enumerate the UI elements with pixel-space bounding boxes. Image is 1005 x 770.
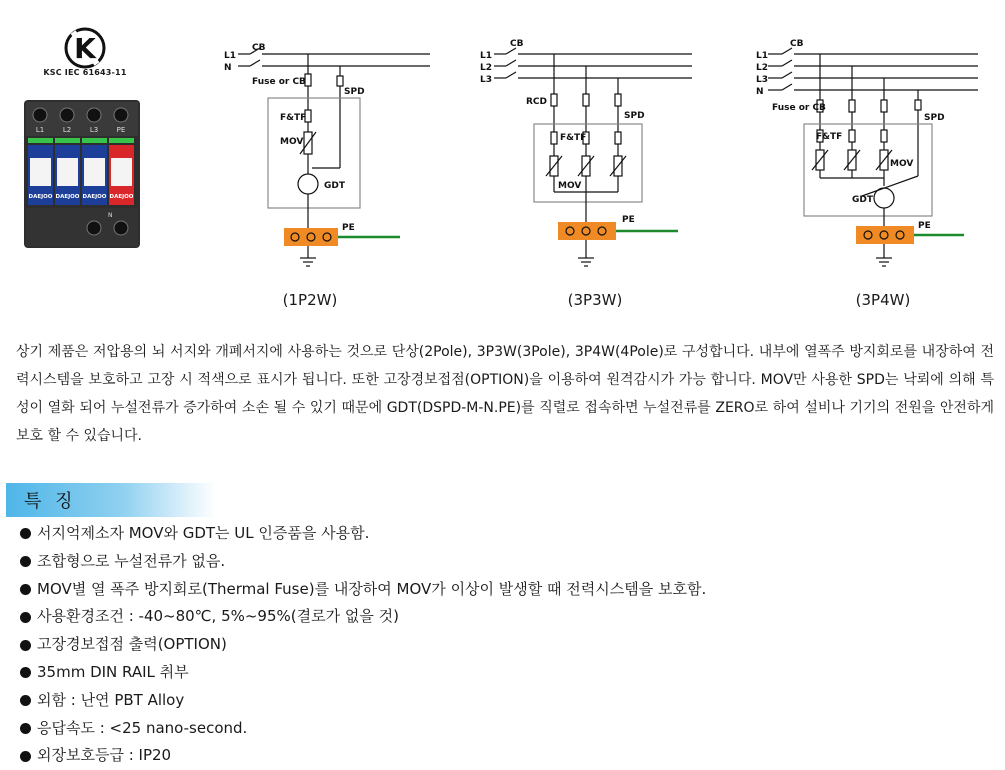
kc-standard-label: KSC IEC 61643-11 [43, 68, 127, 77]
svg-text:F&TF: F&TF [560, 133, 587, 143]
feature-item [20, 603, 706, 631]
svg-text:GDT: GDT [324, 181, 345, 191]
svg-text:DAEJOO: DAEJOO [55, 194, 80, 200]
feature-item [20, 548, 706, 576]
svg-text:Fuse or CB: Fuse or CB [772, 103, 826, 113]
bullet-icon [20, 528, 31, 539]
svg-text:L3: L3 [756, 75, 768, 85]
svg-text:PE: PE [116, 126, 126, 134]
feature-item [20, 742, 706, 770]
svg-text:CB: CB [790, 39, 804, 49]
bullet-icon [20, 751, 31, 762]
feature-text: 35mm DIN RAIL 취부 [37, 662, 189, 681]
wiring-diagram-3p4w [754, 36, 984, 286]
svg-text:L2: L2 [62, 126, 72, 134]
svg-text:L3: L3 [89, 126, 99, 134]
svg-text:SPD: SPD [924, 113, 945, 123]
svg-text:L1: L1 [480, 51, 492, 61]
svg-text:MOV: MOV [890, 159, 914, 169]
features-title: 특 징 [24, 491, 77, 512]
bullet-icon [20, 556, 31, 567]
svg-text:PE: PE [622, 215, 635, 225]
feature-text: 외함 : 난연 PBT Alloy [37, 690, 185, 709]
feature-item [20, 520, 706, 548]
feature-text: MOV별 열 폭주 방지회로(Thermal Fuse)를 내장하여 MOV가 이상이 발생할 때 전력시스템을 보호함. [37, 579, 707, 598]
svg-text:PE: PE [918, 221, 931, 231]
svg-text:L2: L2 [480, 63, 492, 73]
svg-text:RCD: RCD [526, 97, 548, 107]
svg-text:L3: L3 [480, 75, 492, 85]
bullet-icon [20, 667, 31, 678]
svg-text:SPD: SPD [624, 111, 645, 121]
svg-text:DAEJOO: DAEJOO [82, 194, 107, 200]
svg-text:GDT: GDT [852, 195, 873, 205]
svg-text:DAEJOO: DAEJOO [28, 194, 53, 200]
features-header [6, 483, 216, 517]
svg-text:L1: L1 [224, 51, 236, 61]
diagram-caption-1p2w: (1P2W) [282, 291, 338, 309]
diagram-caption-3p4w: (3P4W) [855, 291, 911, 309]
svg-text:DAEJOO: DAEJOO [109, 194, 134, 200]
bullet-icon [20, 723, 31, 734]
spd-device-image [24, 100, 140, 248]
svg-text:N: N [756, 87, 764, 97]
bullet-icon [20, 640, 31, 651]
svg-text:SPD: SPD [344, 87, 365, 97]
bullet-icon [20, 695, 31, 706]
svg-text:MOV: MOV [558, 181, 582, 191]
svg-text:N: N [224, 63, 232, 73]
feature-text: 응답속도 : <25 nano-second. [37, 718, 248, 737]
svg-text:L1: L1 [35, 126, 45, 134]
svg-text:L2: L2 [756, 63, 768, 73]
diagram-caption-3p3w: (3P3W) [567, 291, 623, 309]
svg-text:Fuse or CB: Fuse or CB [252, 77, 306, 87]
svg-text:L1: L1 [756, 51, 768, 61]
feature-item [20, 687, 706, 715]
product-description: 상기 제품은 저압용의 뇌 서지와 개폐서지에 사용하는 것으로 단상(2Pole), 3P3W(3Pole), 3P4W(4Pole)로 구성합니다. 내부에 열폭주 방지회로를 내장하여 전력시스템을 보호하고 고장 시 적색으로 표시가 됩니다. 또한 고장경보접점(OPTION)을 이용하여 원격감시가 가능 합니다. MOV만 사용한 SPD는 낙뢰에 의해 특성이 열화 되어 누설전류가 증가하여 소손 될 수 있기 때문에 GDT(DSPD-M-N.PE)를 직렬로 접속하면 누설전류를 ZERO로 하여 설비나 기기의 전원을 안전하게 보호 할 수 있습니다. [16, 344, 994, 444]
svg-text:CB: CB [252, 43, 266, 53]
feature-text: 조합형으로 누설전류가 없음. [37, 551, 226, 570]
bullet-icon [20, 584, 31, 595]
feature-text: 고장경보접점 출력(OPTION) [37, 635, 227, 654]
wiring-diagram-1p2w [220, 36, 440, 286]
feature-item [20, 631, 706, 659]
svg-text:MOV: MOV [280, 137, 304, 147]
svg-text:F&TF: F&TF [816, 132, 843, 142]
feature-item [20, 715, 706, 743]
feature-item [20, 659, 706, 687]
feature-item [20, 576, 706, 604]
svg-text:F&TF: F&TF [280, 113, 307, 123]
features-list [20, 520, 706, 770]
feature-text: 외장보호등급 : IP20 [37, 746, 172, 765]
svg-text:N: N [108, 212, 113, 219]
svg-text:CB: CB [510, 39, 524, 49]
svg-text:K: K [74, 32, 96, 65]
feature-text: 사용환경조건 : -40~80℃, 5%~95%(결로가 없을 것) [37, 607, 399, 626]
bullet-icon [20, 612, 31, 623]
feature-text: 서지억제소자 MOV와 GDT는 UL 인증품을 사용함. [37, 524, 370, 542]
svg-text:PE: PE [342, 223, 355, 233]
wiring-diagram-3p3w [478, 36, 698, 286]
